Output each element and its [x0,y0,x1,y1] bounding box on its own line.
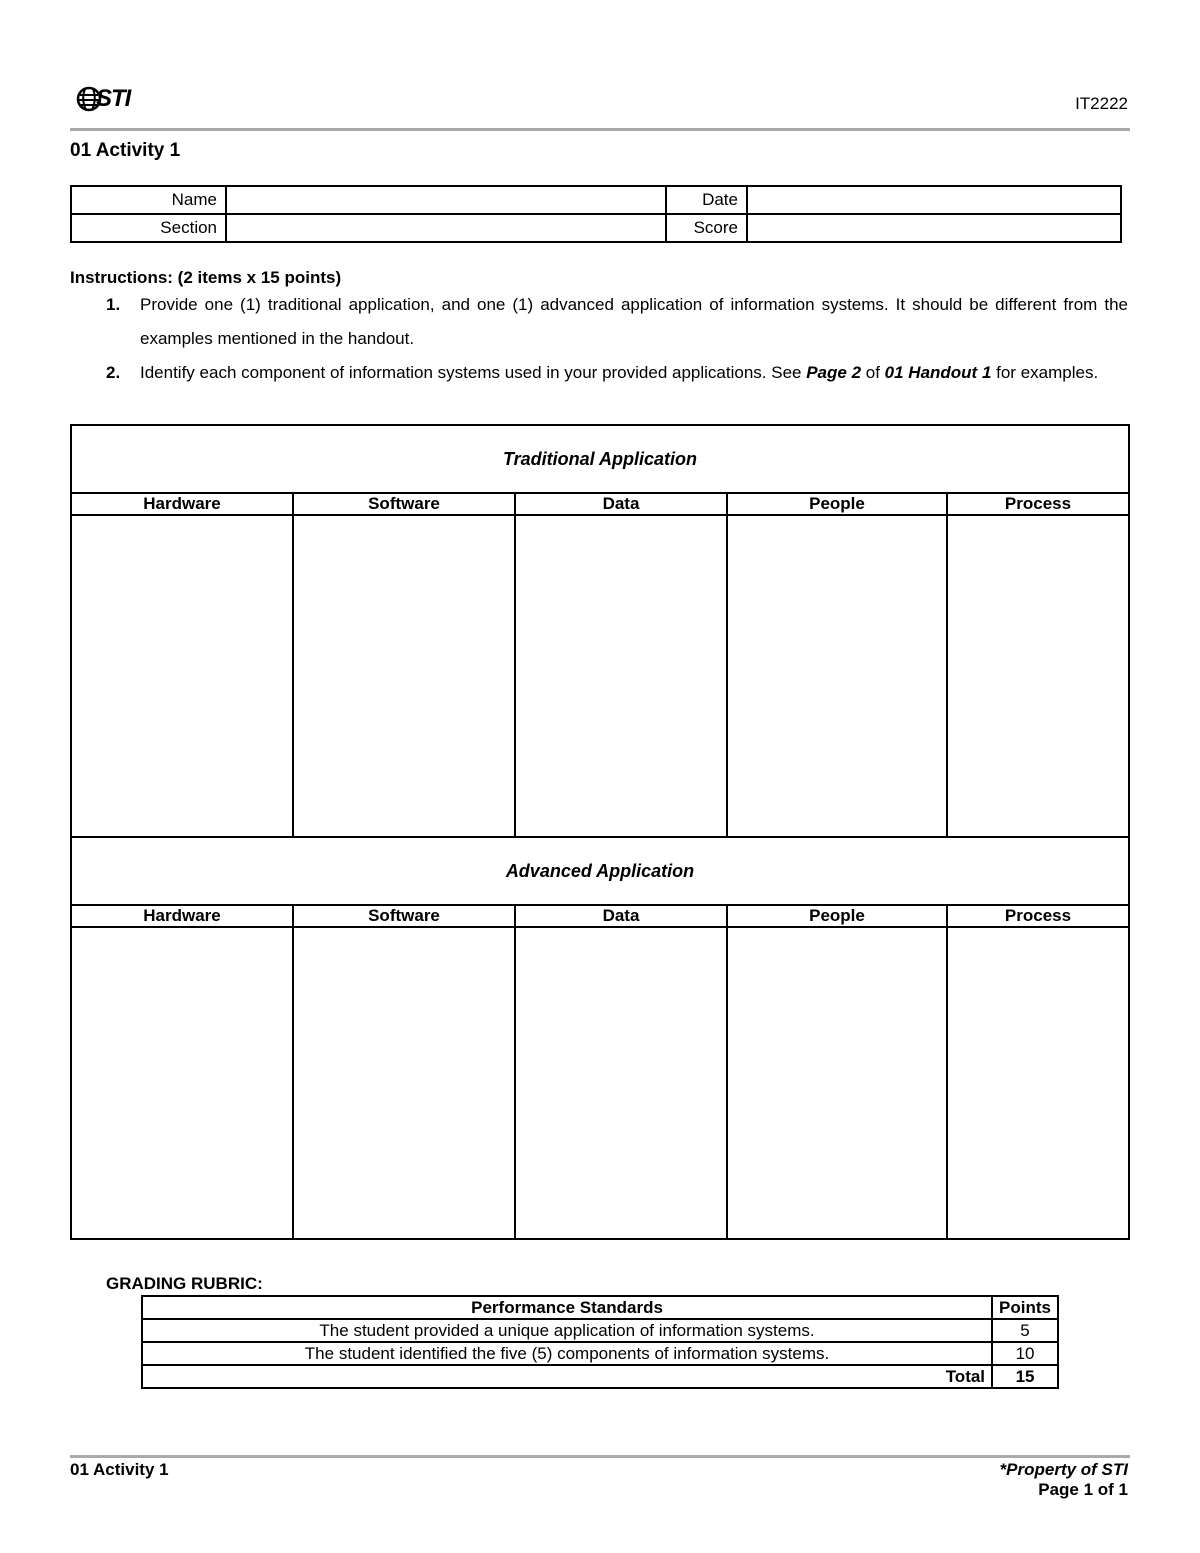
sti-logo [76,86,138,112]
advanced-data-cell[interactable] [515,927,727,1239]
column-header-software: Software [293,493,515,515]
section-field[interactable] [226,214,666,242]
traditional-hardware-cell[interactable] [71,515,293,837]
score-label: Score [666,214,747,242]
student-info-table [70,185,1122,243]
date-field[interactable] [747,186,1121,214]
column-header-process: Process [947,905,1129,927]
rubric-total-label: Total [142,1365,992,1388]
name-field[interactable] [226,186,666,214]
instruction-number: 2. [106,363,121,382]
section-label: Section [71,214,226,242]
traditional-software-cell[interactable] [293,515,515,837]
instructions-heading: Instructions: (2 items x 15 points) [70,268,342,287]
advanced-software-cell[interactable] [293,927,515,1239]
instruction-text: Identify each component of information systems used in your provided applications. See [140,363,807,382]
rubric-points: 5 [992,1319,1058,1342]
name-label: Name [71,186,226,214]
column-header-process: Process [947,493,1129,515]
instruction-item-1 [102,288,1128,356]
column-header-data: Data [515,493,727,515]
handout-reference: 01 Handout 1 [884,363,992,382]
footer-divider [70,1455,1130,1458]
column-header-people: People [727,905,947,927]
instructions-list [102,288,1128,390]
traditional-data-cell[interactable] [515,515,727,837]
rubric-header-points: Points [992,1296,1058,1319]
logo-text: STI [96,85,131,112]
traditional-process-cell[interactable] [947,515,1129,837]
instruction-number: 1. [106,295,121,314]
components-table [70,424,1130,1240]
course-code: IT2222 [1075,94,1128,113]
score-field[interactable] [747,214,1121,242]
instruction-text: Provide one (1) traditional application, and one (1) advanced application of information systems. It should be different from the examples mentioned in the handout. [140,295,1128,348]
column-header-people: People [727,493,947,515]
rubric-points: 10 [992,1342,1058,1365]
column-header-software: Software [293,905,515,927]
date-label: Date [666,186,747,214]
advanced-application-title: Advanced Application [71,837,1129,905]
rubric-header-standards: Performance Standards [142,1296,992,1319]
rubric-heading: GRADING RUBRIC: [106,1274,263,1293]
column-header-hardware: Hardware [71,493,293,515]
footer-right [1000,1460,1128,1500]
traditional-people-cell[interactable] [727,515,947,837]
grading-rubric-table [141,1295,1059,1389]
instruction-text: for examples. [991,363,1099,382]
rubric-total-value: 15 [992,1365,1058,1388]
traditional-application-title: Traditional Application [71,425,1129,493]
page-title: 01 Activity 1 [70,140,181,161]
property-notice: *Property of STI [999,1460,1128,1479]
instruction-text: of [861,363,885,382]
page-number: Page 1 of 1 [1038,1480,1128,1499]
advanced-hardware-cell[interactable] [71,927,293,1239]
page-reference: Page 2 [806,363,862,382]
table-row [142,1319,1058,1342]
advanced-process-cell[interactable] [947,927,1129,1239]
rubric-standard: The student identified the five (5) components of information systems. [142,1342,992,1365]
advanced-people-cell[interactable] [727,927,947,1239]
rubric-standard: The student provided a unique application of information systems. [142,1319,992,1342]
header-divider [70,128,1130,131]
column-header-data: Data [515,905,727,927]
instruction-item-2 [102,356,1128,390]
column-header-hardware: Hardware [71,905,293,927]
table-row [142,1342,1058,1365]
footer-title: 01 Activity 1 [70,1460,169,1479]
